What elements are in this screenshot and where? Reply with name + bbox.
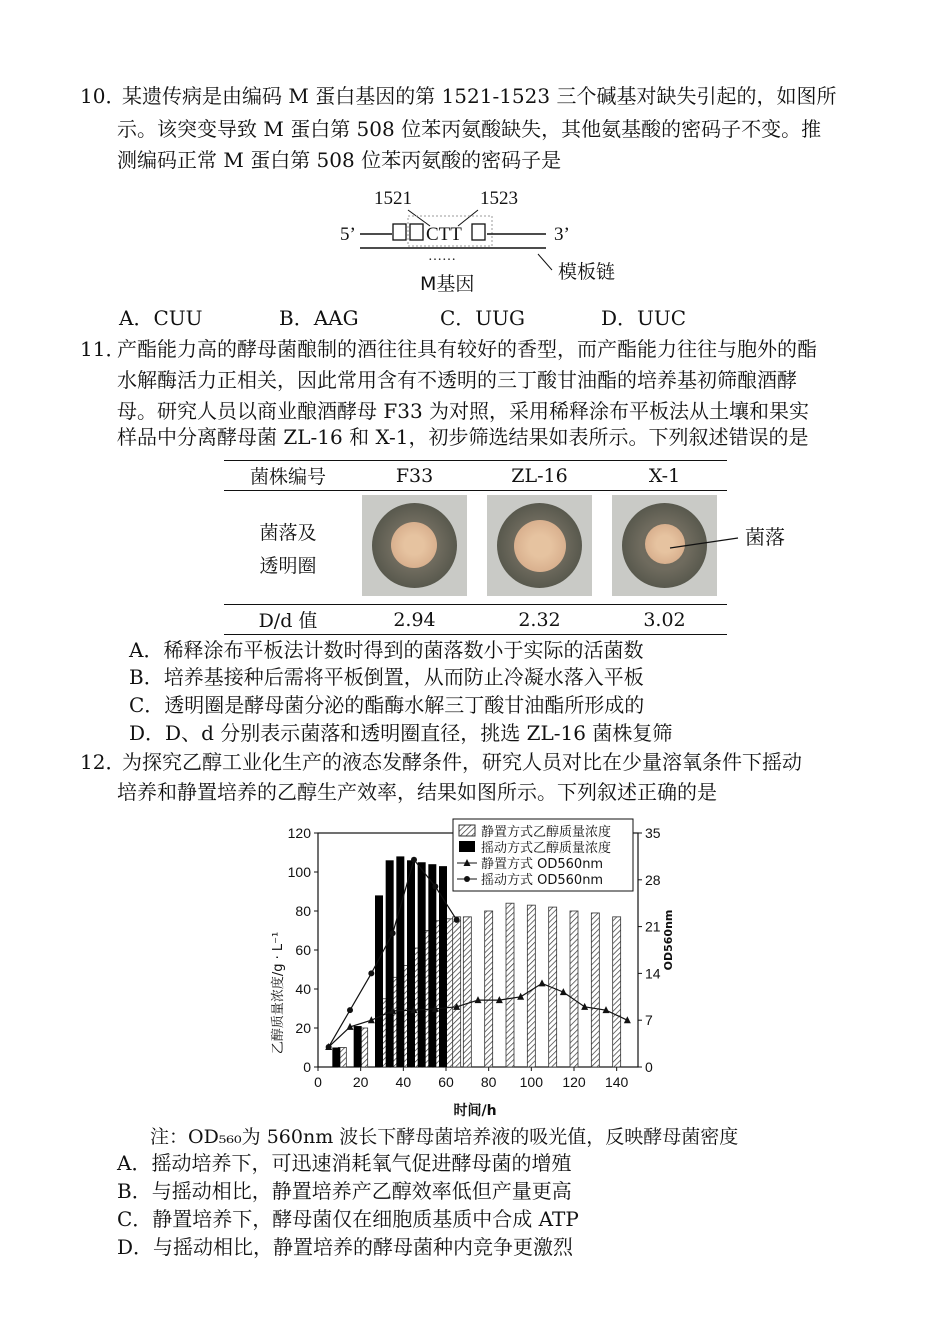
q11-option-a[interactable]: A．稀释涂布平板法计数时得到的菌落数小于实际的活菌数 [129,638,644,662]
row-label-line1: 菌落及 [259,521,317,544]
q12-option-a[interactable]: A．摇动培养下，可迅速消耗氧气促进酵母菌的增殖 [117,1151,572,1175]
header-x1: X-1 [648,464,681,487]
q11-number: 11． [80,337,126,361]
q10-stem-line1: 某遗传病是由编码 M 蛋白基因的第 1521-1523 三个碱基对缺失引起的，如图所 [122,84,837,108]
x-tick-label: 140 [604,1074,629,1090]
legend-label: 摇动方式 OD560nm [481,873,604,888]
q12-stem-line2: 培养和静置培养的乙醇生产效率，结果如图所示。下列叙述正确的是 [117,780,717,804]
shaking-od-point [326,1044,332,1050]
static-ethanol-bar [485,911,493,1067]
q10-number: 10． [80,84,126,108]
q11-stem-line3: 母。研究人员以商业酿酒酵母 F33 为对照，采用稀释涂布平板法从土壤和果实 [117,399,810,423]
y2-tick-label: 14 [645,965,661,982]
gene-diagram [330,182,650,294]
m-gene-label: M基因 [420,273,475,294]
q10-stem-line3: 测编码正常 M 蛋白第 508 位苯丙氨酸的密码子是 [117,148,562,172]
q10-option-a[interactable]: A．CUU [119,306,203,330]
colony-image-f33 [362,495,467,596]
shaking-od-point [454,917,460,923]
template-strand-label: 模板链 [558,261,616,283]
q11-option-c[interactable]: C．透明圈是酵母菌分泌的酯酶水解三丁酸甘油酯所形成的 [129,693,645,717]
y2-tick-label: 35 [645,825,661,841]
y-tick-label: 60 [295,942,311,958]
three-prime-label: 3’ [554,224,570,245]
shaking-ethanol-bar [407,860,415,1067]
shaking-od-point [432,883,438,889]
header-zl16: ZL-16 [511,464,568,487]
shaking-ethanol-bar [428,864,436,1067]
label-1521: 1521 [374,188,412,209]
y-axis-label: 乙醇质量浓度/g · L⁻¹ [271,931,286,1055]
q12-option-d[interactable]: D．与摇动相比，静置培养的酵母菌种内竞争更激烈 [117,1235,574,1259]
static-ethanol-bar [613,917,621,1067]
x-tick-label: 60 [438,1074,454,1090]
y-tick-label: 100 [287,864,311,880]
q11-option-d[interactable]: D．D、d 分别表示菌落和透明圈直径，挑选 ZL-16 菌株复筛 [129,721,673,745]
shaking-ethanol-bar [439,866,447,1067]
q11-stem-line4: 样品中分离酵母菌 ZL-16 和 X-1，初步筛选结果如表所示。下列叙述错误的是 [117,425,809,449]
q10-option-d[interactable]: D．UUC [601,306,687,330]
q10-stem-line2: 示。该突变导致 M 蛋白第 508 位苯丙氨酸缺失，其他氨基酸的密码子不变。推 [117,117,822,141]
static-od-point [517,993,524,1000]
x-tick-label: 120 [562,1074,586,1090]
dd-x1: 3.02 [643,608,686,631]
static-ethanol-bar [591,913,599,1067]
row-label-line2: 透明圈 [259,554,317,577]
header-f33: F33 [395,464,434,487]
q11-option-b[interactable]: B．培养基接种后需将平板倒置，从而防止冷凝水落入平板 [129,665,644,689]
q12-option-b[interactable]: B．与摇动相比，静置培养产乙醇效率低但产量更高 [117,1179,572,1203]
cTT-sequence: CTT [426,224,462,245]
shaking-od-point [411,857,417,863]
static-od-point [581,1003,588,1010]
y2-tick-label: 28 [645,871,661,888]
shaking-ethanol-bar [418,862,426,1067]
q10-option-b[interactable]: B．AAG [279,306,359,330]
shaking-ethanol-bar [375,895,383,1067]
label-1523: 1523 [480,188,518,209]
shaking-od-point [390,930,396,936]
q12-number: 12． [80,750,126,774]
five-prime-label: 5’ [340,224,356,245]
q12-note: 注：OD₅₆₀为 560nm 波长下酵母菌培养液的吸光值，反映酵母菌密度 [150,1126,739,1148]
static-ethanol-bar [570,911,578,1067]
shaking-ethanol-bar [354,1026,362,1067]
legend-label: 静置方式 OD560nm [481,857,604,872]
y-tick-label: 80 [295,903,311,919]
legend-marker-circle [464,876,470,882]
x-tick-label: 20 [352,1074,369,1090]
shaking-ethanol-bar [332,1048,340,1068]
x-axis-label: 时间/h [453,1103,497,1119]
q10-option-c[interactable]: C．UUG [440,306,525,330]
static-od-point [539,979,546,986]
legend-swatch-shaking [459,841,475,852]
static-ethanol-bar [506,903,514,1067]
q12-stem-line1: 为探究乙醇工业化生产的液态发酵条件，研究人员对比在少量溶氧条件下摇动 [122,750,802,774]
x-tick-label: 40 [395,1074,412,1090]
shaking-ethanol-bar [396,856,404,1067]
legend-label: 静置方式乙醇质量浓度 [481,825,612,840]
colony-image-zl16 [487,495,592,596]
shaking-ethanol-bar [386,860,394,1067]
shaking-od-point [368,970,374,976]
q11-stem-line2: 水解酶活力正相关，因此常用含有不透明的三丁酸甘油酯的培养基初筛酿酒酵 [117,368,797,392]
legend-label: 摇动方式乙醇质量浓度 [481,841,612,856]
y2-axis-label: OD560nm [662,909,675,971]
y2-tick-label: 7 [645,1012,653,1029]
dd-f33: 2.94 [393,608,436,631]
dots: …… [428,249,456,264]
header-strain: 菌株编号 [249,466,326,488]
shaking-od-point [347,1007,353,1013]
row-dd-label: D/d 值 [258,610,318,632]
y-tick-label: 20 [295,1020,311,1036]
y-tick-label: 0 [303,1059,311,1075]
q12-option-c[interactable]: C．静置培养下，酵母菌仅在细胞质基质中合成 ATP [117,1207,579,1231]
static-ethanol-bar [463,917,471,1067]
static-od-line [329,983,628,1047]
q11-stem-line1: 产酯能力高的酵母菌酿制的酒往往具有较好的香型，而产酯能力往往与胞外的酯 [117,337,817,361]
static-ethanol-bar [527,905,535,1067]
colony-label: 菌落 [745,525,785,549]
ethanol-chart [260,815,680,1120]
y2-tick-label: 0 [645,1059,653,1075]
y2-tick-label: 21 [645,918,661,935]
x-tick-label: 80 [480,1074,497,1090]
static-ethanol-bar [453,917,461,1067]
x-tick-label: 0 [314,1074,322,1090]
row-label-colony [224,491,352,605]
screening-table [224,460,727,635]
x-tick-label: 100 [519,1074,544,1090]
y-tick-label: 120 [287,825,311,841]
dd-zl16: 2.32 [518,608,561,631]
y-tick-label: 40 [295,981,311,997]
legend-swatch-static [459,825,475,836]
